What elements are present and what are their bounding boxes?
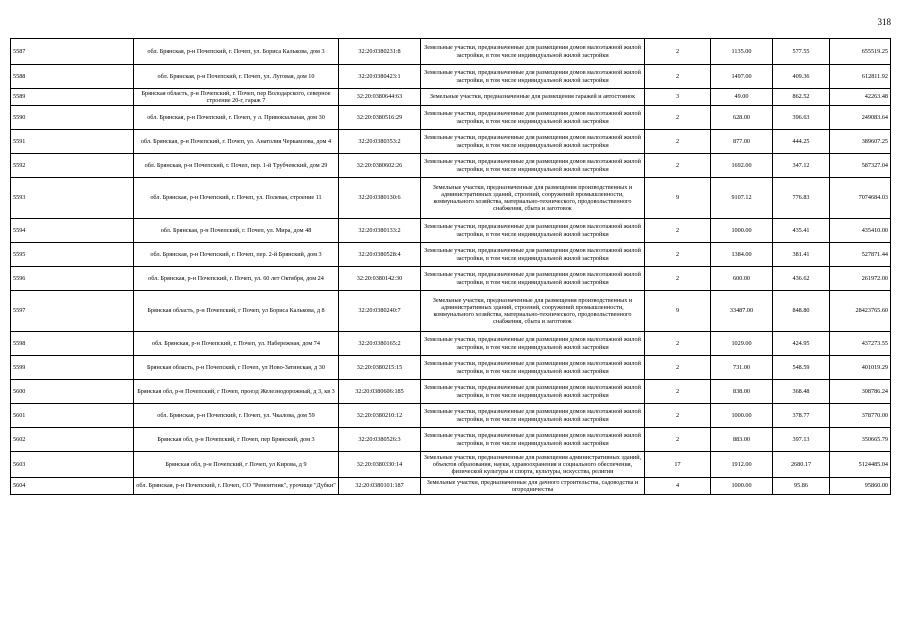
cadastral-value-cell: 587327.04: [830, 154, 891, 178]
land-use-cell: Земельные участки, предназначенные для размещения административных зданий, объектов образования, науки, здравоохранения и социального обеспечения, физической культуры и спорта, культуры, искусства, религии: [421, 452, 645, 478]
address-cell: обл. Брянская, р-н Почепский, г. Почеп, ул. Луговая, дом 10: [134, 65, 339, 89]
cadastral-value-cell: 28423765.60: [830, 291, 891, 332]
table-row: [11, 267, 891, 291]
area-cell: 1497.00: [711, 65, 773, 89]
group-cell: 2: [645, 404, 711, 428]
cadastral-value-cell: 401019.29: [830, 356, 891, 380]
area-cell: 1000.00: [711, 478, 773, 495]
specific-value-cell: 848.80: [773, 291, 830, 332]
table-row: [11, 39, 891, 65]
cadastral-value-cell: 308786.24: [830, 380, 891, 404]
specific-value-cell: 548.59: [773, 356, 830, 380]
cadastral-value-cell: 389607.25: [830, 130, 891, 154]
specific-value-cell: 776.83: [773, 178, 830, 219]
cadastral-value-cell: 249083.64: [830, 106, 891, 130]
cadastral-number-cell: 32:20:0380215:15: [339, 356, 421, 380]
address-cell: обл. Брянская, р-н Почепский, г. Почеп, пер. 1-й Трубчевский, дом 29: [134, 154, 339, 178]
area-cell: 1384.00: [711, 243, 773, 267]
land-use-cell: Земельные участки, предназначенные для размещения домов малоэтажной жилой застройки, в том числе индивидуальной жилой застройки: [421, 106, 645, 130]
cadastral-value-cell: 527871.44: [830, 243, 891, 267]
group-cell: 3: [645, 89, 711, 106]
area-cell: 49.00: [711, 89, 773, 106]
address-cell: обл. Брянская, р-н Почепский, г. Почеп, у л. Привокзальная, дом 30: [134, 106, 339, 130]
cadastral-value-cell: 378770.00: [830, 404, 891, 428]
cadastral-value-cell: 261972.00: [830, 267, 891, 291]
group-cell: 2: [645, 39, 711, 65]
area-cell: 600.00: [711, 267, 773, 291]
address-cell: обл. Брянская, р-н Почепский, г. Почеп, ул. Мира, дом 48: [134, 219, 339, 243]
specific-value-cell: 378.77: [773, 404, 830, 428]
address-cell: обл. Брянская, р-н Почепский, г. Почеп, пер. 2-й Брянский, дом 3: [134, 243, 339, 267]
row-number: 5602: [11, 428, 134, 452]
land-use-cell: Земельные участки, предназначенные для размещения гаражей и автостоянок: [421, 89, 645, 106]
table-row: [11, 404, 891, 428]
row-number: 5589: [11, 89, 134, 106]
area-cell: 731.00: [711, 356, 773, 380]
land-use-cell: Земельные участки, предназначенные для размещения домов малоэтажной жилой застройки, в том числе индивидуальной жилой застройки: [421, 154, 645, 178]
cadastral-value-cell: 612811.92: [830, 65, 891, 89]
address-cell: Брянская обл, р-н Почепский, г Почеп, пер Брянский, дом 3: [134, 428, 339, 452]
land-use-cell: Земельные участки, предназначенные для размещения домов малоэтажной жилой застройки, в том числе индивидуальной жилой застройки: [421, 130, 645, 154]
group-cell: 17: [645, 452, 711, 478]
cadastral-number-cell: 32:20:0380602:26: [339, 154, 421, 178]
specific-value-cell: 436.62: [773, 267, 830, 291]
row-number: 5598: [11, 332, 134, 356]
table-row: [11, 332, 891, 356]
specific-value-cell: 397.13: [773, 428, 830, 452]
area-cell: 9107.12: [711, 178, 773, 219]
land-use-cell: Земельные участки, предназначенные для размещения домов малоэтажной жилой застройки, в том числе индивидуальной жилой застройки: [421, 332, 645, 356]
area-cell: 1135.00: [711, 39, 773, 65]
cadastral-number-cell: 32:20:0380165:2: [339, 332, 421, 356]
area-cell: 1912.00: [711, 452, 773, 478]
address-cell: Брянская обл, р-н Почепский, г Почеп, ул Кирова, д 9: [134, 452, 339, 478]
row-number: 5591: [11, 130, 134, 154]
cadastral-number-cell: 32:20:0380130:6: [339, 178, 421, 219]
table-row: [11, 291, 891, 332]
address-cell: обл. Брянская, р-н Почепский, г. Почеп, ул. Полевая, строение 11: [134, 178, 339, 219]
row-number: 5595: [11, 243, 134, 267]
cadastral-number-cell: 32:20:0380231:8: [339, 39, 421, 65]
cadastral-number-cell: 32:20:0380353:2: [339, 130, 421, 154]
address-cell: Брянская область, р-н Почепский, г Почеп, ул Бориса Калькова, д 8: [134, 291, 339, 332]
group-cell: 2: [645, 380, 711, 404]
address-cell: Брянская область, р-н Почепский, г. Почеп, пер Володарского, северное строение 20-г, гараж 7: [134, 89, 339, 106]
address-cell: обл. Брянская, р-н Почепский, г. Почеп, ул. Чкалова, дом 59: [134, 404, 339, 428]
cadastral-number-cell: 32:20:0380606:185: [339, 380, 421, 404]
land-use-cell: Земельные участки, предназначенные для размещения производственных и административных зданий, строений, сооружений промышленности, коммунального хозяйства, материально-технического, продовольственного снабжения, сбыта и заготовок: [421, 291, 645, 332]
cadastral-value-cell: 7074684.03: [830, 178, 891, 219]
land-use-cell: Земельные участки, предназначенные для дачного строительства, садоводства и огородничества: [421, 478, 645, 495]
address-cell: Брянская обл, р-н Почепский, г Почеп, проезд Железнодорожный, д 3, кв 3: [134, 380, 339, 404]
cadastral-number-cell: 32:20:0380330:14: [339, 452, 421, 478]
group-cell: 2: [645, 267, 711, 291]
specific-value-cell: 409.36: [773, 65, 830, 89]
group-cell: 2: [645, 106, 711, 130]
page-number: 318: [877, 17, 891, 27]
area-cell: 838.00: [711, 380, 773, 404]
cadastral-value-cell: 350665.79: [830, 428, 891, 452]
land-use-cell: Земельные участки, предназначенные для размещения домов малоэтажной жилой застройки, в том числе индивидуальной жилой застройки: [421, 428, 645, 452]
specific-value-cell: 381.41: [773, 243, 830, 267]
table-row: [11, 89, 891, 106]
group-cell: 4: [645, 478, 711, 495]
cadastral-number-cell: 32:20:0380526:3: [339, 428, 421, 452]
registry-table: [10, 38, 891, 495]
cadastral-number-cell: 32:20:0380644:63: [339, 89, 421, 106]
table-row: [11, 178, 891, 219]
cadastral-number-cell: 32:20:0380133:2: [339, 219, 421, 243]
land-use-cell: Земельные участки, предназначенные для размещения домов малоэтажной жилой застройки, в том числе индивидуальной жилой застройки: [421, 380, 645, 404]
row-number: 5587: [11, 39, 134, 65]
cadastral-value-cell: 5124485.04: [830, 452, 891, 478]
cadastral-value-cell: 42263.48: [830, 89, 891, 106]
row-number: 5594: [11, 219, 134, 243]
row-number: 5599: [11, 356, 134, 380]
group-cell: 9: [645, 291, 711, 332]
cadastral-value-cell: 95860.00: [830, 478, 891, 495]
group-cell: 2: [645, 130, 711, 154]
group-cell: 2: [645, 243, 711, 267]
table-row: [11, 154, 891, 178]
group-cell: 2: [645, 154, 711, 178]
specific-value-cell: 95.86: [773, 478, 830, 495]
row-number: 5600: [11, 380, 134, 404]
specific-value-cell: 2680.17: [773, 452, 830, 478]
group-cell: 2: [645, 356, 711, 380]
group-cell: 9: [645, 178, 711, 219]
table-row: [11, 243, 891, 267]
land-use-cell: Земельные участки, предназначенные для размещения домов малоэтажной жилой застройки, в том числе индивидуальной жилой застройки: [421, 65, 645, 89]
land-use-cell: Земельные участки, предназначенные для размещения домов малоэтажной жилой застройки, в том числе индивидуальной жилой застройки: [421, 404, 645, 428]
specific-value-cell: 347.12: [773, 154, 830, 178]
area-cell: 1000.00: [711, 404, 773, 428]
land-use-cell: Земельные участки, предназначенные для размещения домов малоэтажной жилой застройки, в том числе индивидуальной жилой застройки: [421, 356, 645, 380]
table-row: [11, 478, 891, 495]
cadastral-number-cell: 32:20:0380142:30: [339, 267, 421, 291]
group-cell: 2: [645, 65, 711, 89]
address-cell: обл. Брянская, р-н Почепский, г. Почеп, ул. Бориса Калькова, дом 3: [134, 39, 339, 65]
table-row: [11, 428, 891, 452]
land-use-cell: Земельные участки, предназначенные для размещения производственных и административных зданий, строений, сооружений промышленности, коммунального хозяйства, материально-технического, продовольственного снабжения, сбыта и заготовок: [421, 178, 645, 219]
cadastral-number-cell: 32:20:0380516:29: [339, 106, 421, 130]
row-number: 5593: [11, 178, 134, 219]
address-cell: Брянская область, р-н Почепский, г Почеп, ул Ново-Затинская, д 30: [134, 356, 339, 380]
address-cell: обл. Брянская, р-н Почепский, г. Почеп, СО "Ремонтник", урочище "Дубки": [134, 478, 339, 495]
land-use-cell: Земельные участки, предназначенные для размещения домов малоэтажной жилой застройки, в том числе индивидуальной жилой застройки: [421, 39, 645, 65]
row-number: 5603: [11, 452, 134, 478]
cadastral-number-cell: 32:20:0380240:7: [339, 291, 421, 332]
address-cell: обл. Брянская, р-н Почепский, г. Почеп, ул. Набережная, дом 74: [134, 332, 339, 356]
row-number: 5597: [11, 291, 134, 332]
table-row: [11, 452, 891, 478]
cadastral-number-cell: 32:20:0380210:12: [339, 404, 421, 428]
table-row: [11, 65, 891, 89]
land-use-cell: Земельные участки, предназначенные для размещения домов малоэтажной жилой застройки, в том числе индивидуальной жилой застройки: [421, 267, 645, 291]
row-number: 5601: [11, 404, 134, 428]
table-row: [11, 219, 891, 243]
area-cell: 33487.00: [711, 291, 773, 332]
group-cell: 2: [645, 428, 711, 452]
cadastral-number-cell: 32:20:0380101:187: [339, 478, 421, 495]
cadastral-number-cell: 32:20:0380423:1: [339, 65, 421, 89]
cadastral-value-cell: 655519.25: [830, 39, 891, 65]
specific-value-cell: 577.55: [773, 39, 830, 65]
row-number: 5588: [11, 65, 134, 89]
table-row: [11, 130, 891, 154]
group-cell: 2: [645, 332, 711, 356]
address-cell: обл. Брянская, р-н Почепский, г. Почеп, ул. Анатолия Черкамзова, дом 4: [134, 130, 339, 154]
area-cell: 877.00: [711, 130, 773, 154]
area-cell: 883.00: [711, 428, 773, 452]
specific-value-cell: 368.48: [773, 380, 830, 404]
table-row: [11, 356, 891, 380]
cadastral-value-cell: 435410.00: [830, 219, 891, 243]
land-use-cell: Земельные участки, предназначенные для размещения домов малоэтажной жилой застройки, в том числе индивидуальной жилой застройки: [421, 219, 645, 243]
row-number: 5596: [11, 267, 134, 291]
row-number: 5604: [11, 478, 134, 495]
area-cell: 1000.00: [711, 219, 773, 243]
cadastral-number-cell: 32:20:0380528:4: [339, 243, 421, 267]
specific-value-cell: 396.63: [773, 106, 830, 130]
row-number: 5590: [11, 106, 134, 130]
area-cell: 1029.00: [711, 332, 773, 356]
land-use-cell: Земельные участки, предназначенные для размещения домов малоэтажной жилой застройки, в том числе индивидуальной жилой застройки: [421, 243, 645, 267]
specific-value-cell: 444.25: [773, 130, 830, 154]
specific-value-cell: 435.41: [773, 219, 830, 243]
table-row: [11, 106, 891, 130]
row-number: 5592: [11, 154, 134, 178]
address-cell: обл. Брянская, р-н Почепский, г. Почеп, ул. 60 лет Октября, дом 24: [134, 267, 339, 291]
cadastral-value-cell: 437273.55: [830, 332, 891, 356]
area-cell: 628.00: [711, 106, 773, 130]
table-row: [11, 380, 891, 404]
specific-value-cell: 424.95: [773, 332, 830, 356]
group-cell: 2: [645, 219, 711, 243]
area-cell: 1692.00: [711, 154, 773, 178]
specific-value-cell: 862.52: [773, 89, 830, 106]
